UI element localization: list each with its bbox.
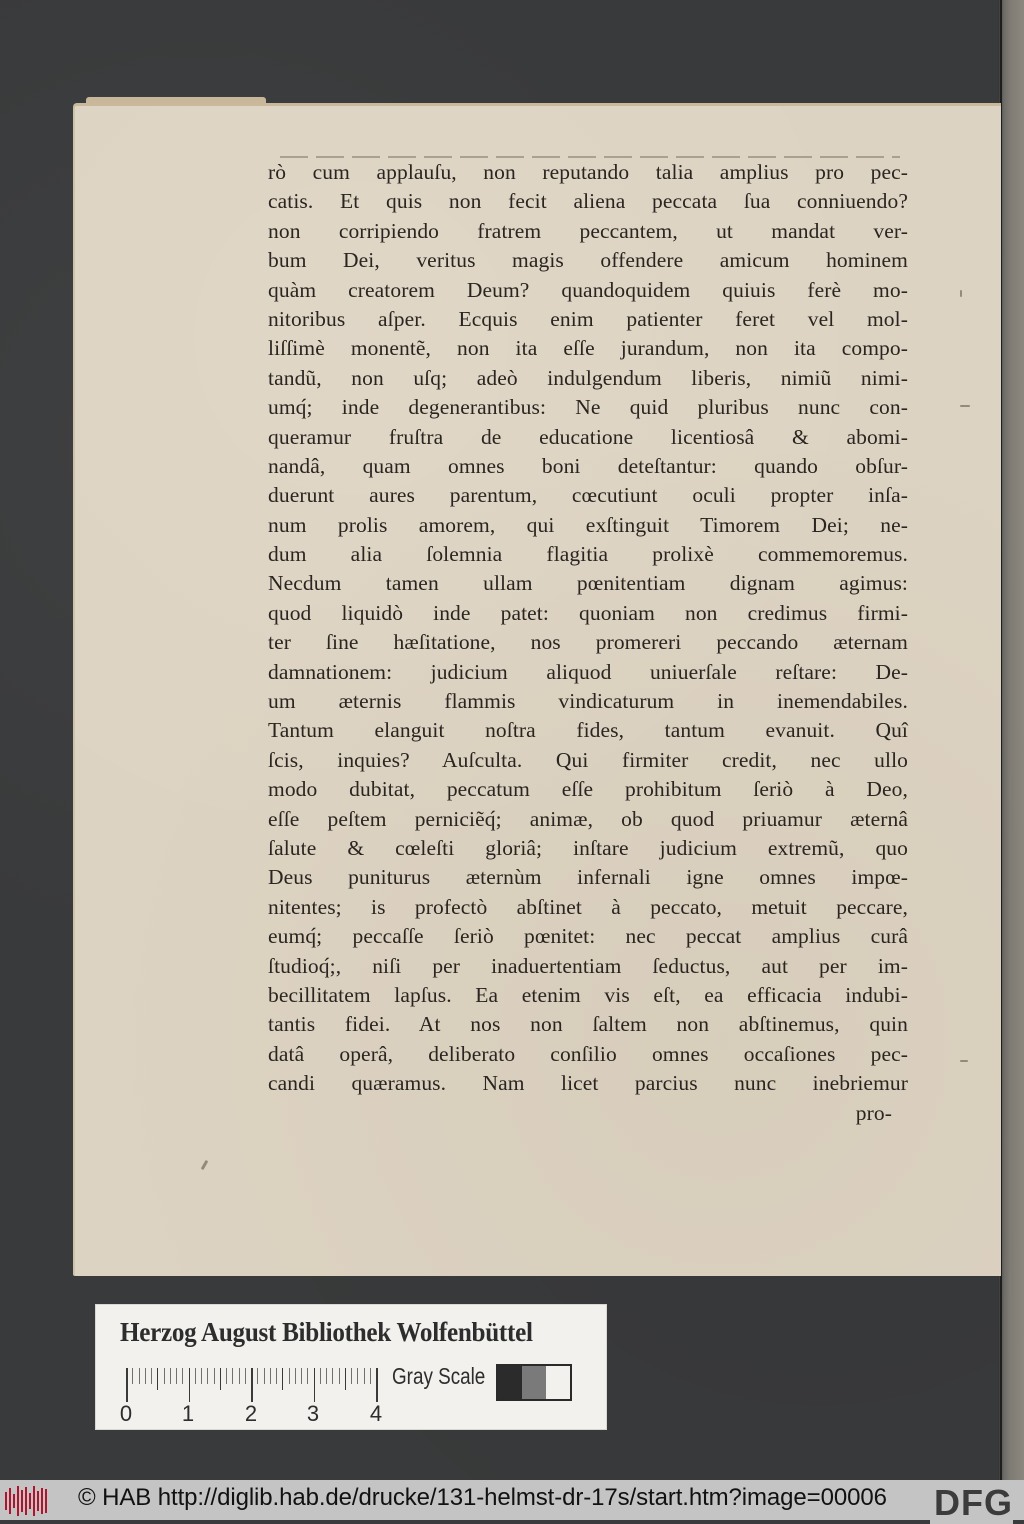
ruler-tick xyxy=(351,1368,352,1384)
ruler-tick xyxy=(226,1368,227,1384)
text-line: queramur fruſtra de educatione licentiosâ & abomi- xyxy=(268,424,908,449)
ruler-tick xyxy=(214,1368,215,1384)
ruler-tick xyxy=(320,1368,321,1384)
text-line: quàm creatorem Deum? quandoquidem quiuis ferè mo- xyxy=(268,277,908,302)
ruler-label: 3 xyxy=(306,1401,320,1426)
text-line: eſſe peſtem perniciẽq́; animæ, ob quod priuamur æternâ xyxy=(268,806,908,831)
cm-ruler xyxy=(126,1368,378,1402)
ruler-tick xyxy=(170,1368,171,1384)
text-line: num prolis amorem, qui exſtinguit Timorem Dei; ne- xyxy=(268,512,908,537)
ruler-tick xyxy=(370,1368,371,1384)
ruler-tick xyxy=(151,1368,152,1384)
logo-bar xyxy=(41,1488,43,1514)
text-line: nitoribus aſper. Ecquis enim patienter feret vel mol- xyxy=(268,306,908,331)
page-text xyxy=(268,158,908,1128)
ruler-tick xyxy=(314,1368,316,1402)
copyright-url[interactable]: © HAB http://diglib.hab.de/drucke/131-helmst-dr-17s/start.htm?image=00006 xyxy=(78,1484,887,1511)
text-line: modo dubitat, peccatum eſſe prohibitum ſeriò à Deo, xyxy=(268,777,908,802)
ruler-tick xyxy=(207,1368,208,1384)
text-line: candi quæramus. Nam licet parcius nunc inebriemur xyxy=(268,1071,908,1096)
logo-bar xyxy=(5,1492,7,1510)
footer-bar xyxy=(0,1480,1024,1523)
gray-swatch xyxy=(522,1366,546,1399)
text-line: liſſimè monentẽ, non ita eſſe jurandum, non ita compo- xyxy=(268,336,908,361)
text-line: tandũ, non uſq; adeò indulgendum liberis, nimiũ nimi- xyxy=(268,365,908,390)
logo-bar xyxy=(45,1489,47,1513)
ruler-label: 0 xyxy=(119,1401,133,1426)
logo-bar xyxy=(29,1493,31,1509)
ruler-tick xyxy=(232,1368,233,1384)
library-name: Herzog August Bibliothek Wolfenbüttel xyxy=(120,1317,533,1347)
paper-speck xyxy=(960,405,970,407)
ruler-label: 4 xyxy=(369,1401,383,1426)
ruler-tick xyxy=(239,1368,240,1384)
color-calibration-card xyxy=(96,1305,606,1429)
ruler-tick xyxy=(145,1368,146,1384)
text-line: non corripiendo fratrem peccantem, ut mandat ver- xyxy=(268,218,908,243)
text-line: datâ operâ, deliberato conſilio omnes occaſiones pec- xyxy=(268,1041,908,1066)
ruler-tick xyxy=(295,1368,296,1384)
hab-logo-icon xyxy=(5,1486,47,1516)
text-line: bum Dei, veritus magis offendere amicum hominem xyxy=(268,248,908,273)
ruler-tick xyxy=(276,1368,277,1384)
ruler-tick xyxy=(139,1368,140,1384)
logo-bar xyxy=(37,1491,39,1511)
ruler-tick xyxy=(289,1368,290,1384)
ruler-tick xyxy=(195,1368,196,1384)
ruler-tick xyxy=(326,1368,327,1384)
logo-bar xyxy=(13,1494,15,1508)
text-line: ſalute & cœleſti gloriâ; inſtare judicium extremũ, quo xyxy=(268,835,908,860)
logo-bar xyxy=(25,1487,27,1515)
text-line: Tantum elanguit noſtra fides, tantum evanuit. Quî xyxy=(268,718,908,743)
ruler-tick xyxy=(132,1368,133,1384)
ruler-tick xyxy=(164,1368,165,1384)
logo-bar xyxy=(33,1486,35,1516)
ruler-tick xyxy=(182,1368,183,1384)
catchword: pro- xyxy=(855,1100,892,1125)
text-line: becillitatem lapſus. Ea etenim vis eſt, ea efficacia indubi- xyxy=(268,982,908,1007)
ruler-label: 2 xyxy=(244,1401,258,1426)
ruler-tick xyxy=(376,1368,378,1402)
paper-speck xyxy=(960,1060,968,1062)
ruler-tick xyxy=(364,1368,365,1384)
ruler-label: 1 xyxy=(181,1401,195,1426)
ruler-tick xyxy=(339,1368,340,1384)
gray-swatch xyxy=(546,1366,570,1399)
text-line: Deus puniturus æternùm infernali igne omnes impœ- xyxy=(268,865,908,890)
text-line: eumq́; peccaſſe ſeriò pœnitet: nec peccat amplius curâ xyxy=(268,924,908,949)
text-line: umq́; inde degenerantibus: Ne quid pluribus nunc con- xyxy=(268,395,908,420)
ruler-tick xyxy=(332,1368,333,1384)
ruler-tick xyxy=(345,1368,346,1390)
text-line: tantis fidei. At nos non ſaltem non abſtinemus, quin xyxy=(268,1012,908,1037)
gray-swatch xyxy=(498,1366,522,1399)
text-line: um æternis flammis vindicaturum in inemendabiles. xyxy=(268,689,908,714)
ruler-tick xyxy=(220,1368,221,1390)
paper-speck xyxy=(960,290,962,297)
dfg-logo: DFG xyxy=(930,1482,1013,1524)
ruler-tick xyxy=(157,1368,158,1390)
ruler-tick xyxy=(270,1368,271,1384)
text-line: duerunt aures parentum, cœcutiunt oculi propter inſa- xyxy=(268,483,908,508)
gray-scale-patches xyxy=(496,1364,572,1401)
text-line: nandâ, quam omnes boni deteſtantur: quando obſur- xyxy=(268,453,908,478)
text-line: Necdum tamen ullam pœnitentiam dignam agimus: xyxy=(268,571,908,596)
ruler-tick xyxy=(357,1368,358,1384)
ruler-tick xyxy=(201,1368,202,1384)
ruler-tick xyxy=(251,1368,253,1402)
text-line: ſcis, inquies? Auſculta. Qui firmiter credit, nec ullo xyxy=(268,747,908,772)
ruler-tick xyxy=(176,1368,177,1384)
ruler-labels xyxy=(116,1401,396,1425)
text-line: quod liquidò inde patet: quoniam non credimus firmi- xyxy=(268,600,908,625)
logo-bar xyxy=(21,1490,23,1512)
text-line: rò cum applauſu, non reputando talia amplius pro pec- xyxy=(268,160,908,184)
ruler-tick xyxy=(257,1368,258,1384)
logo-bar xyxy=(17,1486,19,1516)
text-line: ter ſine hæſitatione, nos promereri peccando æternam xyxy=(268,630,908,655)
ruler-tick xyxy=(245,1368,246,1384)
gray-scale-label: Gray Scale xyxy=(392,1363,486,1389)
ruler-tick xyxy=(307,1368,308,1384)
ruler-tick xyxy=(282,1368,283,1390)
text-line: nitentes; is profectò abſtinet à peccato, metuit peccare, xyxy=(268,894,908,919)
text-line: ſtudioq́;, niſi per inaduertentiam ſeductus, aut per im- xyxy=(268,953,908,978)
logo-bar xyxy=(9,1488,11,1514)
ruler-tick xyxy=(264,1368,265,1384)
text-line: dum alia ſolemnia flagitia prolixè commemoremus. xyxy=(268,542,908,567)
ruler-tick xyxy=(126,1368,128,1402)
ruler-tick xyxy=(301,1368,302,1384)
text-line: damnationem: judicium aliquod uniuerſale reſtare: De- xyxy=(268,659,908,684)
text-line: catis. Et quis non fecit aliena peccata ſua conniuendo? xyxy=(268,189,908,214)
ruler-tick xyxy=(189,1368,191,1402)
